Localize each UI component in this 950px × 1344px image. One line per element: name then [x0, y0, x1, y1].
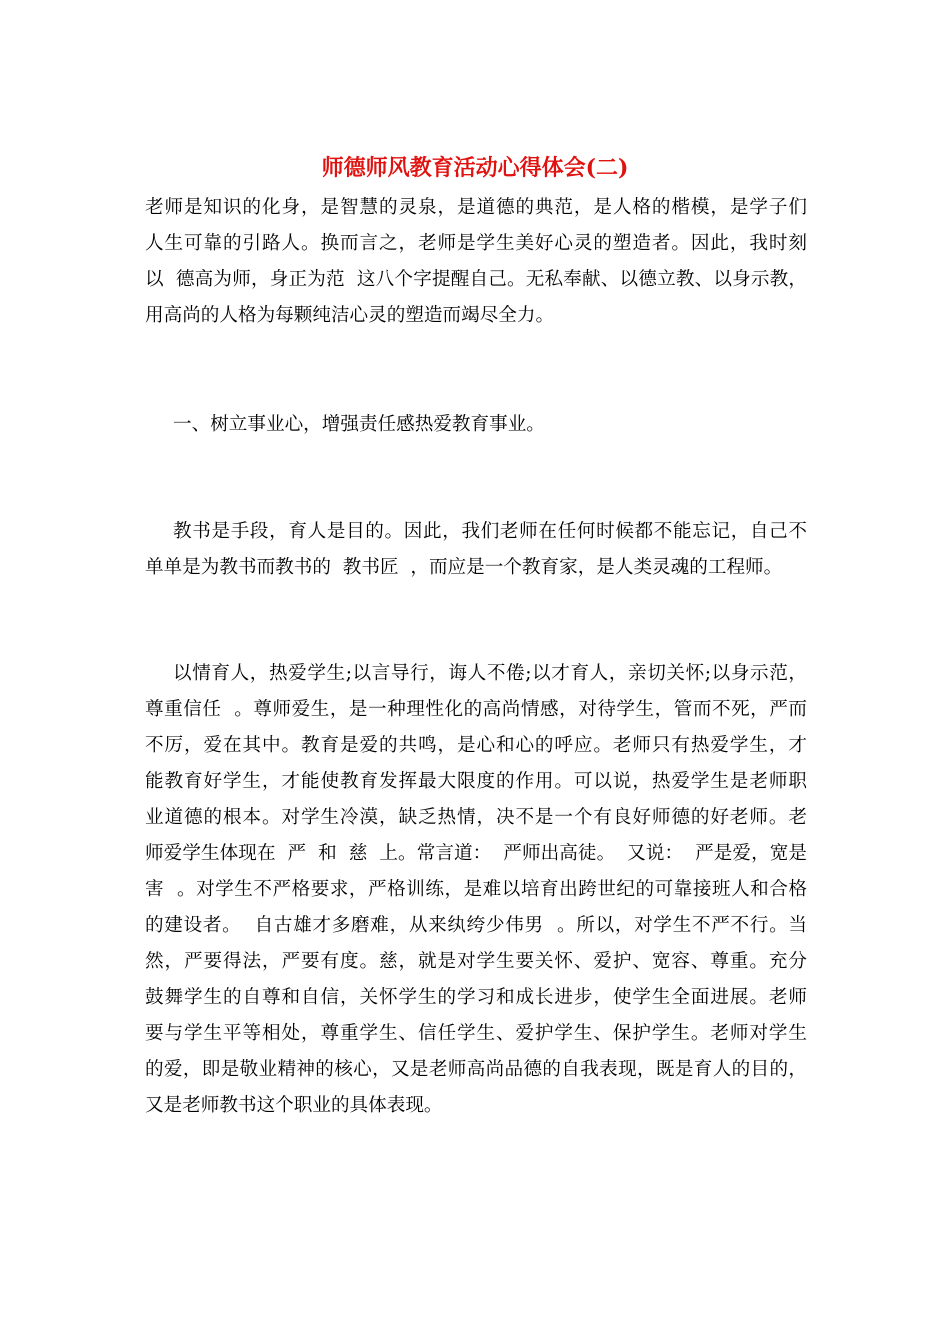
paragraph-1-line-3: 以 德高为师，身正为范 这八个字提醒自己。无私奉献、以德立教、以身示教， [145, 269, 807, 290]
paragraph-4-line-12: 的爱，即是敬业精神的核心，又是老师高尚品德的自我表现，既是育人的目的， [145, 1059, 807, 1080]
paragraph-4-line-6: 师爱学生体现在 严 和 慈 上。常言道： 严师出高徒。 又说： 严是爱，宽是 [145, 843, 807, 864]
paragraph-4-line-11: 要与学生平等相处，尊重学生、信任学生、爱护学生、保护学生。老师对学生 [145, 1023, 807, 1044]
paragraph-1-line-4: 用高尚的人格为每颗纯洁心灵的塑造而竭尽全力。 [145, 305, 555, 326]
paragraph-3-line-1: 教书是手段，育人是目的。因此，我们老师在任何时候都不能忘记，自己不 [173, 521, 807, 542]
paragraph-3-line-2: 单单是为教书而教书的 教书匠 ，而应是一个教育家，是人类灵魂的工程师。 [145, 557, 783, 578]
paragraph-4-line-5: 业道德的根本。对学生冷漠，缺乏热情，决不是一个有良好师德的好老师。老 [145, 807, 807, 828]
paragraph-4-line-9: 然，严要得法，严要有度。慈，就是对学生要关怀、爱护、宽容、尊重。充分 [145, 951, 807, 972]
paragraph-4-line-8: 的建设者。 自古雄才多磨难，从来纨绔少伟男 。所以，对学生不严不行。当 [145, 915, 807, 936]
section-heading-1: 一、树立事业心，增强责任感热爱教育事业。 [173, 414, 545, 435]
paragraph-1-line-2: 人生可靠的引路人。换而言之，老师是学生美好心灵的塑造者。因此，我时刻 [145, 233, 807, 254]
paragraph-4-line-7: 害 。对学生不严格要求，严格训练，是难以培育出跨世纪的可靠接班人和合格 [145, 879, 807, 900]
paragraph-4-line-10: 鼓舞学生的自尊和自信，关怀学生的学习和成长进步，使学生全面进展。老师 [145, 987, 807, 1008]
paragraph-1-line-1: 老师是知识的化身，是智慧的灵泉，是道德的典范，是人格的楷模，是学子们 [145, 197, 807, 218]
paragraph-4-line-13: 又是老师教书这个职业的具体表现。 [145, 1095, 443, 1116]
document-title: 师德师风教育活动心得体会(二) [321, 155, 629, 181]
paragraph-4-line-3: 不厉，爱在其中。教育是爱的共鸣，是心和心的呼应。老师只有热爱学生，才 [145, 735, 807, 756]
paragraph-4-line-1: 以情育人，热爱学生;以言导行，诲人不倦;以才育人，亲切关怀;以身示范， [173, 663, 807, 684]
paragraph-4-line-4: 能教育好学生，才能使教育发挥最大限度的作用。可以说，热爱学生是老师职 [145, 771, 807, 792]
paragraph-4-line-2: 尊重信任 。尊师爱生，是一种理性化的高尚情感，对待学生，管而不死，严而 [145, 699, 807, 720]
